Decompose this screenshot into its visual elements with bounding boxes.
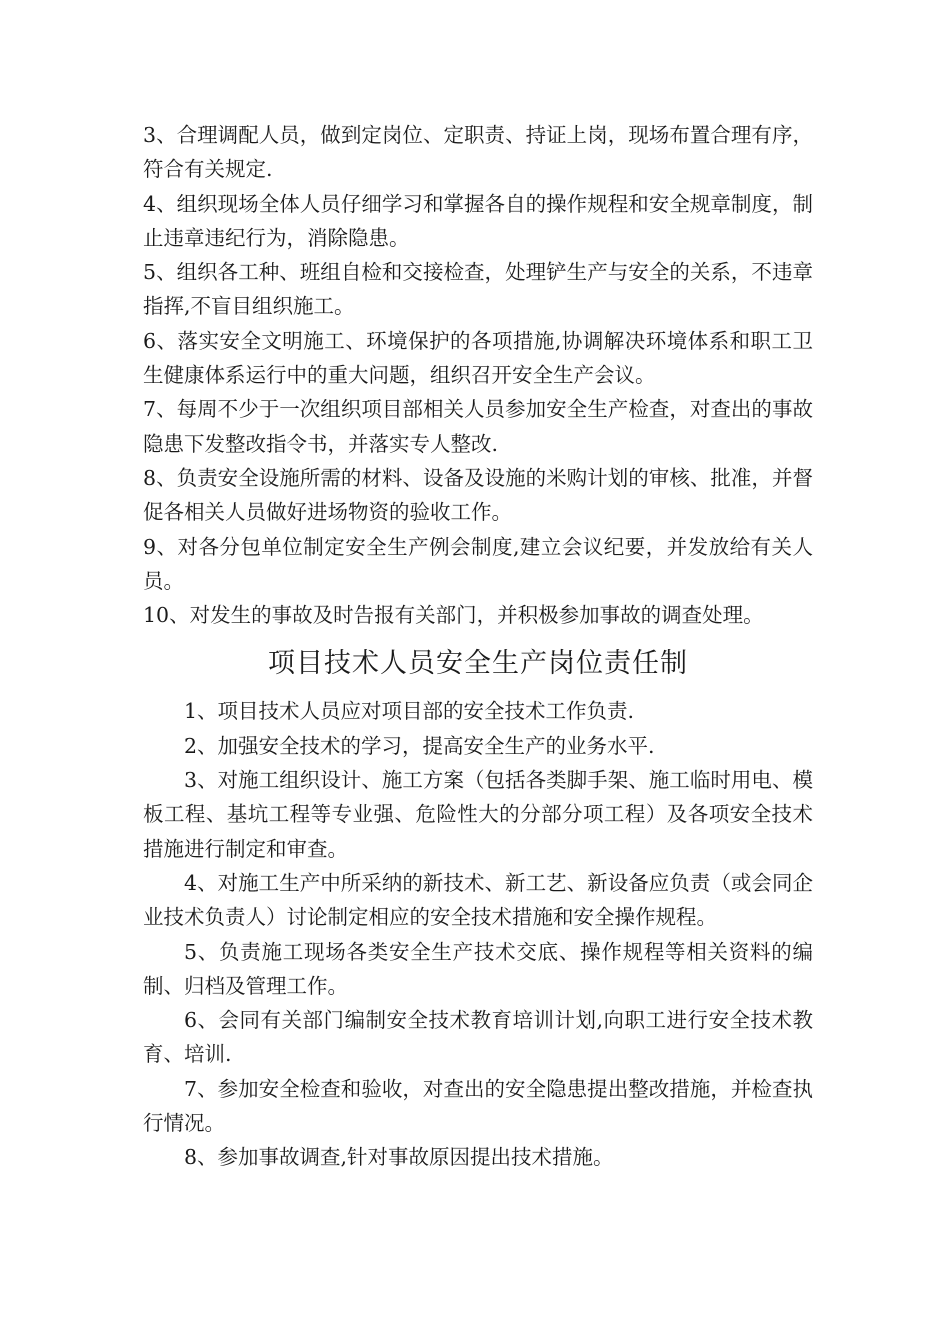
- tech-item-6: 6、会同有关部门编制安全技术教育培训计划,向职工进行安全技术教育、培训.: [143, 1008, 813, 1067]
- tech-item-4: 4、对施工生产中所采纳的新技术、新工艺、新设备应负责（或会同企业技术负责人）讨论制定相应的安全技术措施和安全操作规程。: [143, 870, 813, 930]
- responsibility-item-8: 8、负责安全设施所需的材料、设备及设施的米购计划的审核、批准，并督促各相关人员做好进场物资的验收工作。: [143, 465, 813, 525]
- responsibility-item-3: 3、合理调配人员，做到定岗位、定职责、持证上岗，现场布置合理有序，符合有关规定.: [143, 123, 813, 182]
- section-two: [143, 694, 813, 1174]
- tech-item-7: 7、参加安全检查和验收，对查出的安全隐患提出整改措施，并检查执行情况。: [143, 1076, 813, 1136]
- responsibility-item-10: 10、对发生的事故及时告报有关部门，并积极参加事故的调查处理。: [143, 603, 764, 628]
- responsibility-item-6: 6、落实安全文明施工、环境保护的各项措施,协调解决环境体系和职工卫生健康体系运行中的重大问题，组织召开安全生产会议。: [143, 328, 813, 388]
- tech-item-3: 3、对施工组织设计、施工方案（包括各类脚手架、施工临时用电、模板工程、基坑工程等专业强、危险性大的分部分项工程）及各项安全技术措施进行制定和审查。: [143, 768, 813, 861]
- tech-item-1: 1、项目技术人员应对项目部的安全技术工作负责.: [184, 699, 635, 724]
- tech-item-5: 5、负责施工现场各类安全生产技术交底、操作规程等相关资料的编制、归档及管理工作。: [143, 939, 813, 998]
- tech-item-2: 2、加强安全技术的学习，提高安全生产的业务水平.: [184, 733, 655, 758]
- section-title: 项目技术人员安全生产岗位责任制: [268, 648, 688, 680]
- responsibility-item-7: 7、每周不少于一次组织项目部相关人员参加安全生产检查，对查出的事故隐患下发整改指令书，并落实专人整改.: [143, 397, 813, 456]
- document-page: [143, 118, 813, 1175]
- responsibility-item-4: 4、组织现场全体人员仔细学习和掌握各自的操作规程和安全规章制度，制止违章违纪行为，消除隐患。: [143, 191, 813, 250]
- responsibility-item-5: 5、组织各工种、班组自检和交接检查，处理铲生产与安全的关系，不违章指挥,不盲目组织施工。: [143, 260, 813, 319]
- section-one: [143, 118, 813, 632]
- tech-item-8: 8、参加事故调查,针对事故原因提出技术措施。: [184, 1145, 614, 1170]
- responsibility-item-9: 9、对各分包单位制定安全生产例会制度,建立会议纪要，并发放给有关人员。: [143, 534, 813, 593]
